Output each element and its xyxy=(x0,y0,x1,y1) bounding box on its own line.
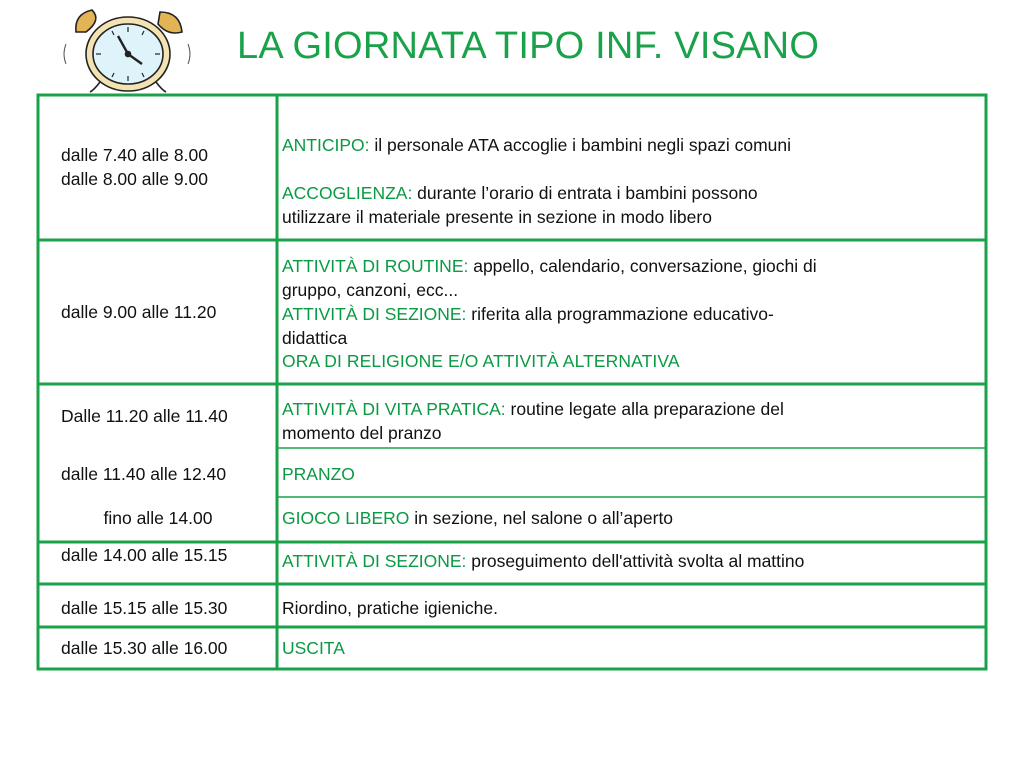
activity-routine xyxy=(282,255,817,302)
activity-uscita xyxy=(282,637,345,661)
time-label: dalle 14.00 alle 15.15 xyxy=(61,545,228,565)
activity-vita-pratica xyxy=(282,398,784,445)
activity-label: PRANZO xyxy=(282,464,355,484)
activity-sezione-pomeriggio xyxy=(282,550,804,574)
alarm-clock-icon xyxy=(56,2,196,94)
activity-label: ATTIVITÀ DI SEZIONE: xyxy=(282,304,467,324)
activity-gioco-libero xyxy=(282,507,673,531)
time-label: dalle 8.00 alle 9.00 xyxy=(61,169,208,189)
activity-label: USCITA xyxy=(282,638,345,658)
activity-sezione xyxy=(282,303,774,350)
activity-desc: durante l’orario di entrata i bambini possono xyxy=(412,183,758,203)
activity-religione xyxy=(282,350,680,374)
time-label: dalle 15.30 alle 16.00 xyxy=(61,638,228,658)
activity-desc: il personale ATA accoglie i bambini negli spazi comuni xyxy=(369,135,792,155)
activity-label: ANTICIPO: xyxy=(282,135,370,155)
activity-label: ATTIVITÀ DI VITA PRATICA: xyxy=(282,399,506,419)
activity-label: GIOCO LIBERO xyxy=(282,508,410,528)
activity-desc: utilizzare il materiale presente in sezione in modo libero xyxy=(282,206,712,227)
activity-desc: Riordino, pratiche igieniche. xyxy=(282,598,498,618)
activity-label: ACCOGLIENZA: xyxy=(282,183,413,203)
activity-pranzo xyxy=(282,463,355,487)
activity-accoglienza xyxy=(282,182,758,229)
activity-desc: didattica xyxy=(282,327,348,348)
page-title: LA GIORNATA TIPO INF. VISANO xyxy=(237,25,820,67)
activity-label: ATTIVITÀ DI ROUTINE: xyxy=(282,256,469,276)
activity-desc: proseguimento dell'attività svolta al mattino xyxy=(466,551,805,571)
time-label: dalle 15.15 alle 15.30 xyxy=(61,598,228,618)
activity-riordino xyxy=(282,597,498,621)
activity-label: ORA DI RELIGIONE E/O ATTIVITÀ ALTERNATIVA xyxy=(282,351,680,371)
time-label: dalle 9.00 alle 11.20 xyxy=(61,302,217,322)
activity-desc: in sezione, nel salone o all’aperto xyxy=(409,508,674,528)
time-label: dalle 11.40 alle 12.40 xyxy=(61,464,227,484)
activity-desc: momento del pranzo xyxy=(282,422,442,443)
activity-desc: riferita alla programmazione educativo- xyxy=(466,304,774,324)
time-label: fino alle 14.00 xyxy=(103,508,213,528)
time-label: dalle 7.40 alle 8.00 xyxy=(61,145,208,165)
time-label: Dalle 11.20 alle 11.40 xyxy=(61,406,228,426)
activity-desc: appello, calendario, conversazione, giochi di xyxy=(468,256,817,276)
activity-anticipo xyxy=(282,134,791,158)
activity-desc: gruppo, canzoni, ecc... xyxy=(282,279,459,300)
activity-desc: routine legate alla preparazione del xyxy=(505,399,784,419)
activity-label: ATTIVITÀ DI SEZIONE: xyxy=(282,551,467,571)
